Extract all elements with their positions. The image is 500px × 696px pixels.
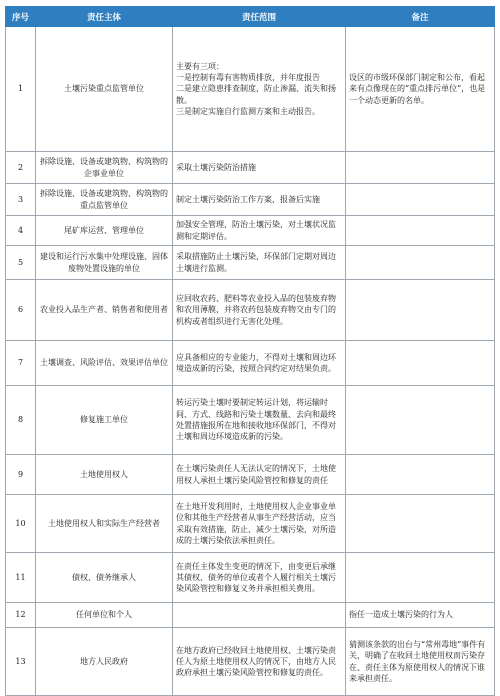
remark	[346, 246, 495, 280]
remark: 设区的市级环保部门制定和公布，看起来有点像现在的“重点排污单位”，也是一个动态更新的名单。	[346, 27, 495, 152]
responsible-subject: 土壤污染重点监管单位	[36, 27, 173, 152]
row-number: 8	[6, 386, 36, 455]
table-row	[6, 553, 495, 603]
responsibility-scope	[173, 553, 346, 603]
scope-line: 在土地开发利用时，土地使用权人企业事业单位和其他生产经营者从事生产经营活动，应当采取有效措施，防止、减少土壤污染，对所造成的土壤污染依法承担责任。	[176, 501, 336, 545]
remark	[346, 495, 495, 553]
scope-line: 在土壤污染责任人无法认定的情况下，土地使用权人承担土壤污染风险管控和修复的责任	[176, 464, 336, 485]
responsibility-scope	[173, 495, 346, 553]
row-number: 6	[6, 280, 36, 341]
table-header-row	[6, 7, 495, 27]
responsibility-scope	[173, 280, 346, 341]
scope-line: 一是控制有毒有害物质排放，并年度报告	[176, 73, 320, 83]
responsible-subject: 尾矿库运营、管理单位	[36, 216, 173, 246]
responsible-subject: 土地使用权人	[36, 455, 173, 495]
row-number: 7	[6, 341, 36, 386]
table-row	[6, 341, 495, 386]
scope-line: 加强安全管理，防治土壤污染，对土壤状况监测和定期评估。	[176, 220, 336, 241]
remark	[346, 386, 495, 455]
row-number: 1	[6, 27, 36, 152]
table-row	[6, 216, 495, 246]
table-row	[6, 27, 495, 152]
table-row	[6, 386, 495, 455]
scope-line: 采取土壤污染防治措施	[176, 162, 256, 172]
row-number: 3	[6, 184, 36, 216]
responsibility-table	[5, 6, 495, 696]
row-number: 13	[6, 628, 36, 696]
row-number: 2	[6, 152, 36, 184]
responsibility-scope	[173, 184, 346, 216]
responsibility-scope	[173, 386, 346, 455]
table-body	[6, 27, 495, 696]
row-number: 11	[6, 553, 36, 603]
responsible-subject: 地方人民政府	[36, 628, 173, 696]
remark	[346, 280, 495, 341]
remark	[346, 152, 495, 184]
responsibility-scope	[173, 246, 346, 280]
responsibility-scope	[173, 152, 346, 184]
table-row	[6, 455, 495, 495]
responsible-subject: 土壤调查、风险评估、效果评估单位	[36, 341, 173, 386]
remark: 指任一造成土壤污染的行为人	[346, 603, 495, 628]
row-number: 12	[6, 603, 36, 628]
row-number: 5	[6, 246, 36, 280]
responsible-subject: 建设和运行污水集中处理设施、固体废物处置设施的单位	[36, 246, 173, 280]
responsibility-scope	[173, 216, 346, 246]
scope-line: 制定土壤污染防治工作方案，报备后实施	[176, 194, 320, 204]
responsible-subject: 土地使用权人和实际生产经营者	[36, 495, 173, 553]
responsibility-scope	[173, 455, 346, 495]
scope-line: 转运污染土壤时要制定转运计划，将运输时间、方式、线路和污染土壤数量、去向和最终处置措施报所在地和接收地环保部门，不得对土壤和周边环境造成新的污染。	[176, 398, 336, 442]
row-number: 10	[6, 495, 36, 553]
row-number: 9	[6, 455, 36, 495]
remark	[346, 216, 495, 246]
remark: 猜测该条款的出台与“常州毒地”事件有关，明确了在收回土地使用权而污染存在、责任主体为原使用权人的情况下谁来承担责任。	[346, 628, 495, 696]
header-subject: 责任主体	[36, 7, 173, 27]
scope-line: 应具备相应的专业能力，不得对土壤和周边环境造成新的污染，按照合同约定对结果负责。	[176, 352, 336, 373]
responsibility-scope	[173, 603, 346, 628]
table-row	[6, 495, 495, 553]
scope-line: 采取措施防止土壤污染，环保部门定期对周边土壤进行监测。	[176, 252, 336, 273]
scope-line: 在责任主体发生变更的情况下，由变更后承继其债权、债务的单位或者个人履行相关土壤污染风险管控和修复义务并承担相关费用。	[176, 561, 336, 594]
responsible-subject: 农业投入品生产者、销售者和使用者	[36, 280, 173, 341]
responsible-subject: 拆除设施、设备或建筑物、构筑物的企事业单位	[36, 152, 173, 184]
remark	[346, 455, 495, 495]
scope-line: 应回收农药、肥料等农业投入品的包装废弃物和农用薄膜，并将农药包装废弃物交由专门的机构或者组织进行无害化处理。	[176, 294, 336, 326]
responsibility-scope	[173, 628, 346, 696]
table-row	[6, 152, 495, 184]
responsible-subject: 任何单位和个人	[36, 603, 173, 628]
scope-line: 二是建立隐患排查制度，防止渗漏、流失和扬散。	[176, 84, 336, 105]
table-row	[6, 184, 495, 216]
row-number: 4	[6, 216, 36, 246]
remark	[346, 341, 495, 386]
table-row	[6, 628, 495, 696]
header-no: 序号	[6, 7, 36, 27]
scope-line: 三是制定实施自行监测方案和主动报告。	[176, 106, 320, 116]
header-note: 备注	[346, 7, 495, 27]
responsible-subject: 债权、债务继承人	[36, 553, 173, 603]
scope-line: 主要有三项：	[176, 61, 224, 71]
table-row	[6, 246, 495, 280]
responsible-subject: 拆除设施、设备或建筑物、构筑物的重点监管单位	[36, 184, 173, 216]
responsibility-scope	[173, 341, 346, 386]
table-row	[6, 280, 495, 341]
table-row	[6, 603, 495, 628]
scope-line: 在地方政府已经收回土地使用权、土壤污染责任人为原土地使用权人的情况下，由地方人民政府承担土壤污染风险管控和修复的责任。	[176, 645, 336, 678]
responsible-subject: 修复施工单位	[36, 386, 173, 455]
responsibility-scope	[173, 27, 346, 152]
header-scope: 责任范围	[173, 7, 346, 27]
remark	[346, 184, 495, 216]
remark	[346, 553, 495, 603]
